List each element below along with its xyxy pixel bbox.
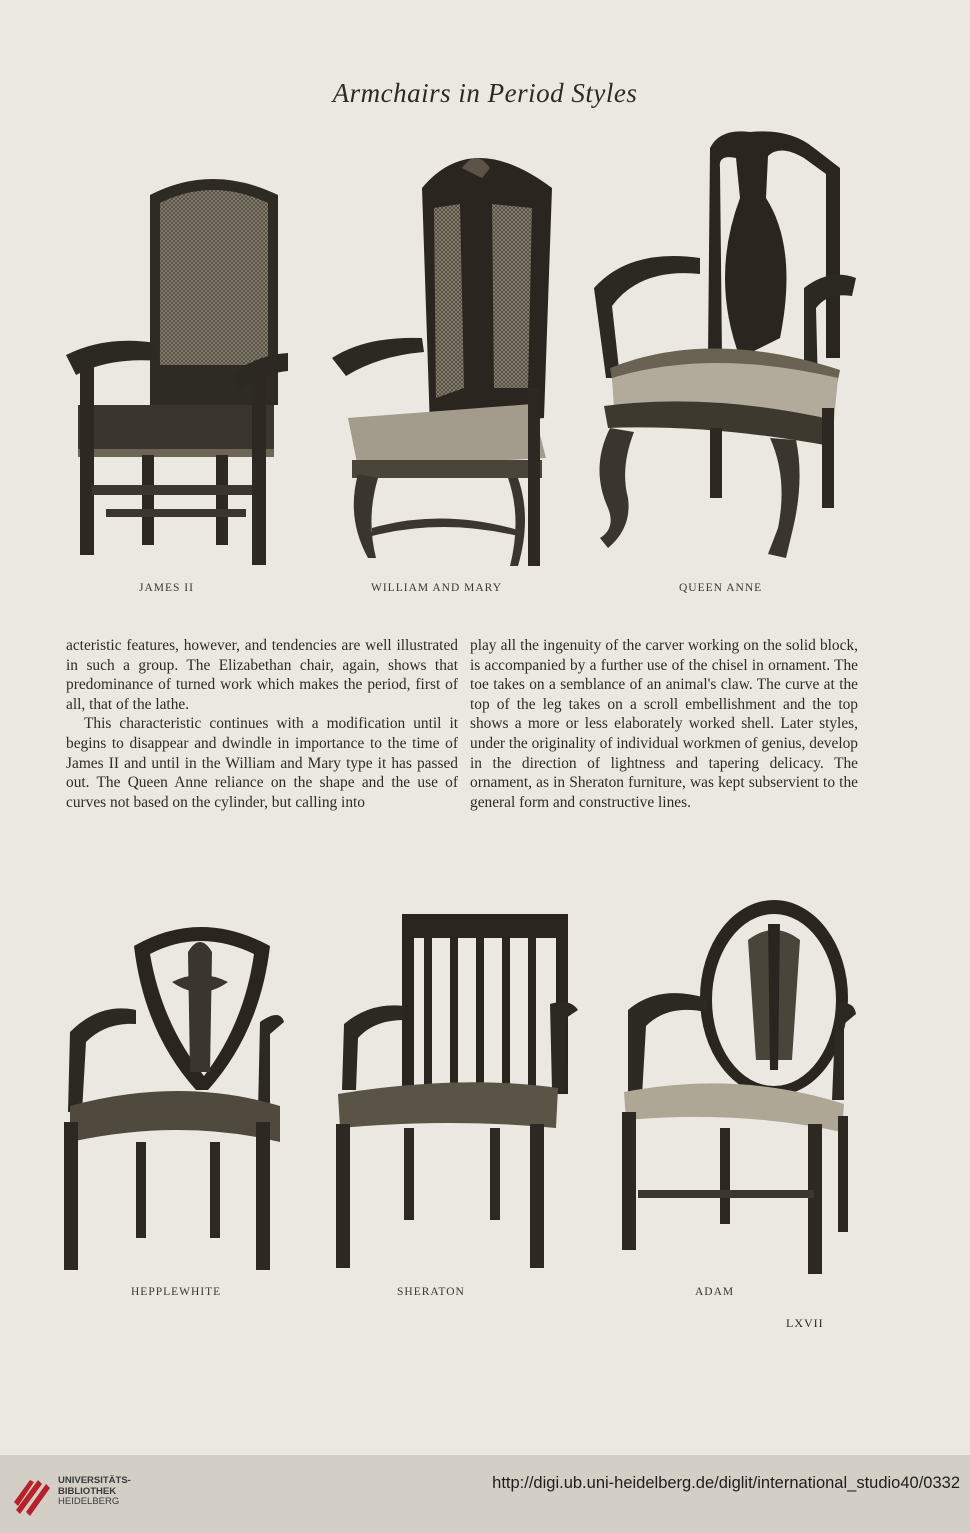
paragraph-left-2: This characteristic continues with a modification until it begins to disappear and dwindle in importance to the time of James II and until in the William and Mary type it has passed out. The Queen Anne reliance on the shape and the use of curves not based on the cylinder, but calling into	[66, 715, 458, 811]
library-name: UNIVERSITÄTS- BIBLIOTHEK HEIDELBERG	[58, 1475, 131, 1507]
paragraph-right-1: play all the ingenuity of the carver working on the solid block, is accompanied by a further use of the chisel in ornament. The toe takes on a semblance of an animal's claw. The curve at the top of the leg takes on a scroll embellishment and the top shows a more or less elaborately worked shell. Later styles, under the originality of individual workmen of genius, develop in the direction of lightness and tapering delicacy. The ornament, as in Sheraton furniture, was kept subservient to the general form and constructive lines.	[470, 637, 858, 811]
caption-adam: ADAM	[695, 1286, 735, 1298]
page-folio: LXVII	[786, 1316, 824, 1330]
source-url-link[interactable]: http://digi.ub.uni-heidelberg.de/diglit/international_studio40/0332	[492, 1474, 960, 1492]
photo-hepplewhite-chair	[60, 912, 284, 1272]
photo-james-ii-chair	[66, 165, 288, 565]
caption-sheraton: SHERATON	[397, 1286, 465, 1298]
photo-sheraton-chair	[330, 914, 578, 1270]
university-logo-icon	[12, 1472, 54, 1518]
photo-queen-anne-chair	[590, 128, 862, 570]
caption-queen-anne: QUEEN ANNE	[679, 582, 763, 594]
text-column-left	[66, 636, 458, 812]
caption-william-and-mary: WILLIAM AND MARY	[371, 582, 502, 594]
paragraph-left-1: acteristic features, however, and tendencies are well illustrated in such a group. The Elizabethan chair, again, shows that predominance of turned work which makes the period, first of all, that of the lathe.	[66, 637, 458, 713]
text-column-right	[470, 636, 858, 812]
photo-william-and-mary-chair	[332, 138, 560, 570]
footer-bar	[0, 1455, 970, 1533]
page-title: Armchairs in Period Styles	[332, 78, 638, 108]
caption-james-ii: JAMES II	[139, 582, 194, 594]
photo-adam-chair	[618, 900, 856, 1280]
caption-hepplewhite: HEPPLEWHITE	[131, 1286, 222, 1298]
